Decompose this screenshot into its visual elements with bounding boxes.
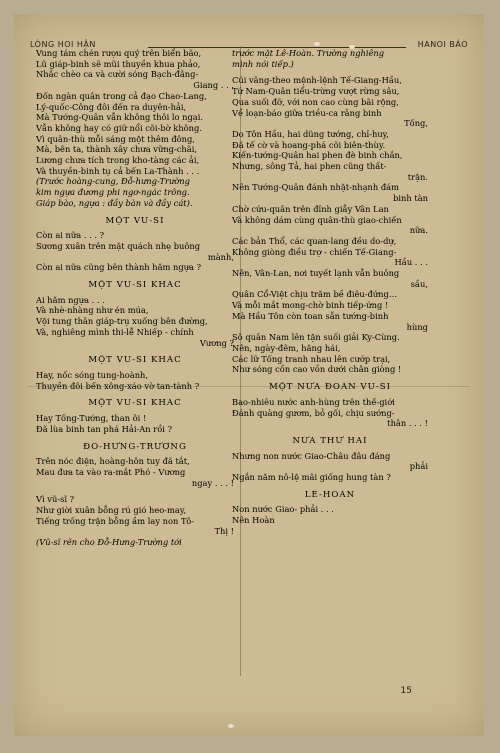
speaker-heading: NỬA THỨ HAI [292,435,368,446]
verse-line: Và thuyền-binh tụ cả bến La-Thành . . . [36,165,200,176]
verse-line: Cúi vâng-theo mệnh-lệnh Tế-Giang-Hầu, [232,75,402,86]
verse-line: Nhắc chèo ca và cười sóng Bạch-đằng- [36,69,199,80]
verse-line: Giang . . . [193,80,234,91]
verse-line: nữa. [409,225,428,236]
left-text-column [36,48,234,548]
verse-line: Hay, nốc sóng tung-hoành, [36,369,149,380]
verse-line: Trên nóc điện, hoàng-hôn tuy đã tắt, [36,456,190,467]
verse-line: Nên, ngày-đêm, hăng hái, [232,342,341,353]
verse-line: Hay Tống-Tướng, than ôi ! [36,413,147,424]
verse-line: Và nhè-nhàng như én múa, [36,305,149,316]
verse-line: Thuyền đôi bến xông-xáo vờ tan-tành ? [36,380,200,391]
speaker-heading: MỘT VŨ-SĨ KHÁC [88,398,182,409]
verse-line: Và, nghiêng mình thi-lễ Nhiếp - chính [36,326,194,337]
verse-line: Sương xuân trên mặt quách nhẹ buông [36,240,201,251]
speaker-heading: ĐỖ-HƯNG-TRƯỜNG [83,441,187,452]
verse-line: Mà Tướng-Quân vẫn không thôi lo ngại. [36,112,204,123]
verse-line: ngay . . . ! [191,477,234,488]
verse-line: Quân Cổ-Việt chịu trăm bề điêu-đứng… [232,289,398,300]
verse-line: Và không dám cùng quân-thù giao-chiến [232,214,402,225]
verse-line: Do Tôn Hầu, hai dũng tướng, chỉ-huy, [232,128,389,139]
verse-line: Ngắn năm nô-lệ mãi giống hung tàn ? [232,472,391,483]
speaker-heading: MỘT NỬA ĐOÀN VŨ-SĨ [268,382,392,393]
verse-line: Lý-quốc-Công đôi đến ra duyên-hải, [36,101,187,112]
verse-line: Như giời xuân bỗng rú gió heo-may, [36,505,187,516]
verse-line: Nên, Vân-Lan, nơi tuyết lạnh vẫn buông [232,268,400,279]
verse-line: Nên Hoàn [232,515,275,526]
page-number: 15 [400,686,412,696]
verse-line: Mau đưa ta vào ra-mắt Phó - Vương [36,466,186,477]
verse-line: Bao-nhiêu nước anh-hùng trên thế-giới [232,396,395,407]
verse-line: sầu, [410,278,428,289]
verse-line: Vẫn không hay có giữ nổi cõi-bờ không. [36,122,202,133]
verse-line: Tứ Nam-Quân tiểu-trừng vượt rừng sâu, [232,86,400,97]
stage-direction-line: kim ngựa đương phi ngơ-ngác trông. [36,187,190,198]
verse-line: Đã lùa binh tan phá Hải-An rồi ? [36,423,173,434]
verse-line: thân . . . ! [387,418,428,429]
verse-line: Còn ai nữa cũng bên thành hăm ngựa ? [36,262,202,273]
verse-line: Các bản Thổ, các quan-lang đều do-dự, [232,235,397,246]
verse-line: Mà, bên ta, thành xây chưa vững-chãi, [36,144,198,155]
verse-line: Vì vũ-sĩ ? [36,494,75,505]
verse-line: Nên Tướng-Quân đánh nhặt-nhạnh đám [232,182,399,193]
verse-line: Lũ giáp-binh sẽ mũi thuyền khua phảo, [36,58,201,69]
verse-line: Vương ? [199,337,234,348]
verse-line: Còn ai nữa . . . ? [36,230,105,241]
verse-line: Các lữ Tống tranh nhau lên cướp trại, [232,353,391,364]
verse-line: Nhưng, sông Tả, hai phen cũng thất- [232,161,387,172]
verse-line: Qua suối đỡ, với non cao cùng bãi rộng, [232,96,399,107]
verse-line: Lương chưa tích trong kho-tàng các ải, [36,155,200,166]
right-text-column [232,48,428,526]
verse-line: phải [409,461,428,472]
verse-line: Như sóng cồn cao vồn dưới chân giòng ! [232,364,402,375]
stage-direction-line: (Vũ-sĩ rẽn cho Đỗ-Hưng-Trường tới [36,537,182,548]
verse-line: Đánh quàng gươm, bỏ gối, chịu sướng- [232,407,395,418]
verse-line: Và mỗi mắt mong-chờ binh tiếp-ứng ! [232,300,389,311]
verse-line: Đốn ngàn quân trong cả đạo Chao-Lang, [36,90,207,101]
stage-direction-line: Giáp bào, ngựa : đầy bàn và đầy cát). [36,197,193,208]
verse-line: Tiếng trống trận bỗng ầm lay non Tô- [36,515,195,526]
verse-line: hùng [406,321,428,332]
verse-line: Vội tung thân giáp-trụ xuống bên đường, [36,316,208,327]
verse-line: Vì quân-thù mỗi sáng một thêm đông, [36,133,195,144]
verse-line: mành, [207,251,234,262]
verse-line: Tống, [404,118,428,129]
verse-line: Hầu . . . [394,257,428,268]
speaker-heading: MỘT VŨ-SĨ [105,215,165,226]
verse-line: Kiến-tướng-Quân hai phen đè binh chắn, [232,150,403,161]
stage-direction-line: mình nói tiếp.) [232,58,294,69]
paper-hole [228,724,234,728]
verse-line: Ai hăm ngựa . . . [36,294,105,305]
speaker-heading: MỘT VŨ-SĨ KHÁC [88,355,182,366]
stage-direction-line: (Trước hoàng-cung, Đỗ-hưng-Trường [36,176,190,187]
verse-line: trận. [407,171,428,182]
verse-line: Không giòng điều trợ - chiến Tế-Giang- [232,246,397,257]
verse-line: Nhưng non nước Giao-Châu đâu đáng [232,450,391,461]
verse-line: Mà Hầu Tôn còn toan sẵn tướng-binh [232,310,389,321]
stage-direction-line: trước mặt Lê-Hoàn. Trường nghiêng [232,48,385,58]
verse-line: Vung tám chén rượu quý trên biển bão, [36,48,202,58]
verse-line: Thị ! [214,526,234,537]
verse-line: Non nước Giao- phải . . . [232,504,334,515]
header-title: LÒNG HOI HẬN [30,40,96,49]
speaker-heading: MỘT VŨ-SĨ KHÁC [88,280,182,291]
verse-line: Sô quân Nam lên tận suối giải Ky-Cùng. [232,332,400,343]
paper-hole [314,42,320,46]
speaker-heading: LÊ-HOÀN [304,489,356,500]
verse-line: Đã tế cờ và hoang-phá cõi biên-thùy. [232,139,386,150]
header-publication: HANOI BÁO [417,40,468,49]
verse-line: binh tàn [393,193,428,204]
verse-line: Về loạn-báo giữa triều-ca rằng binh [232,107,382,118]
verse-line: Chờ cứu-quân trên đỉnh giẫy Vân Lan [232,203,389,214]
